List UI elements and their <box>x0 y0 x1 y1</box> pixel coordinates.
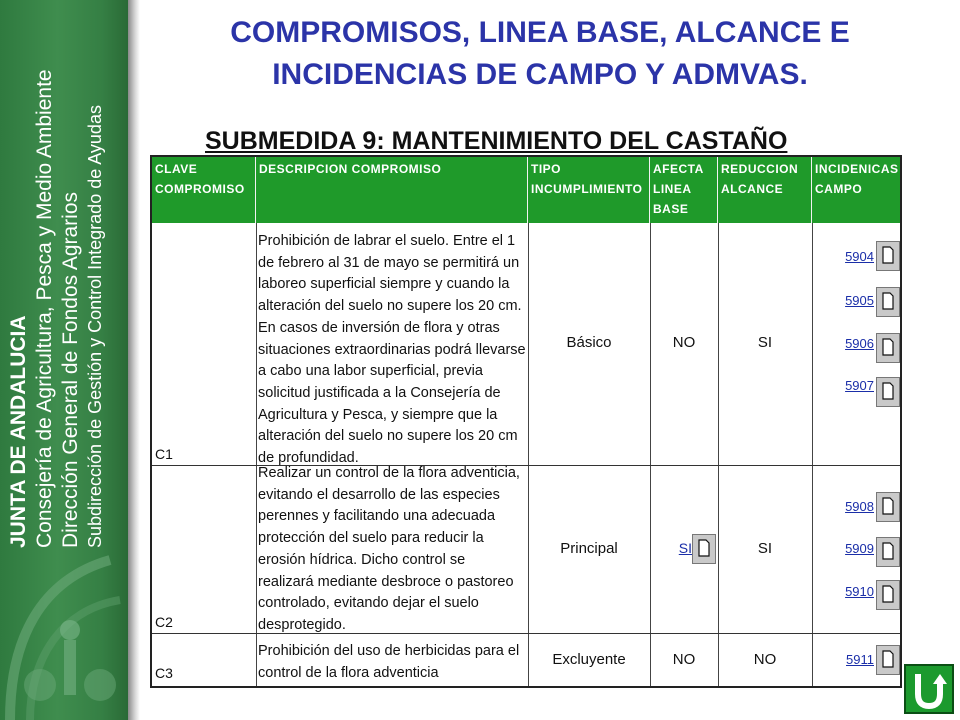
description-line: desprotegido. <box>258 616 346 633</box>
description-c3 <box>258 641 526 684</box>
description-line: a cabo una labor superficial, previa <box>258 363 483 380</box>
header-text: ALCANCE <box>721 182 784 196</box>
description-line: alteración del suelo no supere los 20 cm. <box>258 298 522 315</box>
description-line: realizará mediante desbroce o pastoreo <box>258 573 514 590</box>
reduccion-c1: SI <box>757 334 773 351</box>
header-reduccion <box>718 157 812 223</box>
tipo-c1: Básico <box>566 334 612 351</box>
afecta-c2-link[interactable]: SI <box>678 540 692 556</box>
description-line: perennes y facilitando una adecuada <box>258 508 496 525</box>
document-icon[interactable] <box>692 534 716 564</box>
document-icon[interactable] <box>876 492 900 522</box>
description-line: situaciones extraordinarias podrá llevarse <box>258 341 526 358</box>
column-divider <box>812 223 813 686</box>
description-line: de profundidad. <box>258 450 359 467</box>
document-icon[interactable] <box>876 645 900 675</box>
header-text: INCIDENICAS <box>815 162 899 176</box>
description-c2 <box>258 463 526 637</box>
description-line: En casos de inversión de flora y otras <box>258 319 500 336</box>
incidence-link-5906[interactable]: 5906 <box>845 336 874 351</box>
description-line: evitando el desarrollo de las especies <box>258 486 500 503</box>
reduccion-c3: NO <box>753 651 777 668</box>
side-banner <box>0 0 128 720</box>
header-text: LINEA <box>653 182 692 196</box>
document-icon[interactable] <box>876 377 900 407</box>
header-text: CAMPO <box>815 182 863 196</box>
return-button[interactable] <box>904 664 954 714</box>
tipo-c2: Principal <box>560 540 618 557</box>
afecta-c1: NO <box>672 334 696 351</box>
key-c2: C2 <box>155 614 173 630</box>
banner-line-2: Consejería de Agricultura, Pesca y Medio Ambiente <box>33 69 56 548</box>
description-line: Realizar un control de la flora adventicia, <box>258 465 520 481</box>
description-line: Agricultura y Pesca, y siempre que la <box>258 406 498 423</box>
incidence-link-5905[interactable]: 5905 <box>845 293 874 308</box>
page-title-line-2: INCIDENCIAS DE CAMPO Y ADMVAS. <box>272 58 808 91</box>
tipo-c3: Excluyente <box>552 651 626 668</box>
incidence-link-5911[interactable]: 5911 <box>846 652 874 667</box>
description-line: de febrero al 31 de mayo se permitirá un <box>258 254 520 271</box>
header-text: REDUCCION <box>721 162 799 176</box>
header-clave <box>152 157 256 223</box>
header-text: INCUMPLIMIENTO <box>531 182 643 196</box>
description-line: control de la flora adventicia <box>258 664 439 681</box>
description-line: alteración del suelo no supere los 20 cm <box>258 428 518 445</box>
incidence-link-5909[interactable]: 5909 <box>845 541 874 556</box>
column-divider <box>718 223 719 686</box>
description-c1 <box>258 231 526 470</box>
header-text: COMPROMISO <box>155 182 245 196</box>
header-text: CLAVE <box>155 162 198 176</box>
incidence-link-5907[interactable]: 5907 <box>845 378 874 393</box>
u-turn-arrow-icon <box>906 666 952 712</box>
incidence-link-5908[interactable]: 5908 <box>845 499 874 514</box>
description-line: erosión hídrica. Dicho control se <box>258 551 466 568</box>
banner-text <box>8 8 126 548</box>
andalucia-emblem-icon <box>0 520 128 720</box>
header-text: DESCRIPCION COMPROMISO <box>259 162 442 176</box>
banner-line-3: Dirección General de Fondos Agrarios <box>59 191 82 548</box>
banner-line-4: Subdirección de Gestión y Control Integrado de Ayudas <box>85 105 105 548</box>
header-incidencias <box>812 157 900 223</box>
column-divider <box>256 223 257 686</box>
table-header <box>152 157 900 223</box>
column-divider <box>650 223 651 686</box>
description-line: controlado, evitando dejar el suelo <box>258 595 479 612</box>
document-icon[interactable] <box>876 537 900 567</box>
incidence-link-5910[interactable]: 5910 <box>845 584 874 599</box>
header-text: AFECTA <box>653 162 704 176</box>
document-icon[interactable] <box>876 580 900 610</box>
page-subtitle: SUBMEDIDA 9: MANTENIMIENTO DEL CASTAÑO <box>205 127 788 155</box>
header-descripcion <box>256 157 528 223</box>
reduccion-c2: SI <box>757 540 773 557</box>
banner-shadow <box>128 0 140 720</box>
description-line: Prohibición del uso de herbicidas para el <box>258 643 520 659</box>
header-text: TIPO <box>531 162 562 176</box>
header-afecta <box>650 157 718 223</box>
description-line: Prohibición de labrar el suelo. Entre el 1 <box>258 233 516 249</box>
incidence-link-5904[interactable]: 5904 <box>845 249 874 264</box>
header-tipo <box>528 157 650 223</box>
key-c3: C3 <box>155 665 173 681</box>
description-line: solicitud justificada a la Consejería de <box>258 384 501 401</box>
page-title-line-1: COMPROMISOS, LINEA BASE, ALCANCE E <box>230 16 850 49</box>
key-c1: C1 <box>155 446 173 462</box>
document-icon[interactable] <box>876 333 900 363</box>
description-line: protección del suelo para reducir la <box>258 530 484 547</box>
document-icon[interactable] <box>876 241 900 271</box>
document-icon[interactable] <box>876 287 900 317</box>
description-line: laboreo superficial siempre y cuando la <box>258 276 510 293</box>
afecta-c3: NO <box>672 651 696 668</box>
column-divider <box>528 223 529 686</box>
page-title <box>190 12 890 96</box>
header-text: BASE <box>653 202 689 216</box>
commitments-table <box>150 155 902 688</box>
banner-line-1: JUNTA DE ANDALUCIA <box>7 315 30 548</box>
